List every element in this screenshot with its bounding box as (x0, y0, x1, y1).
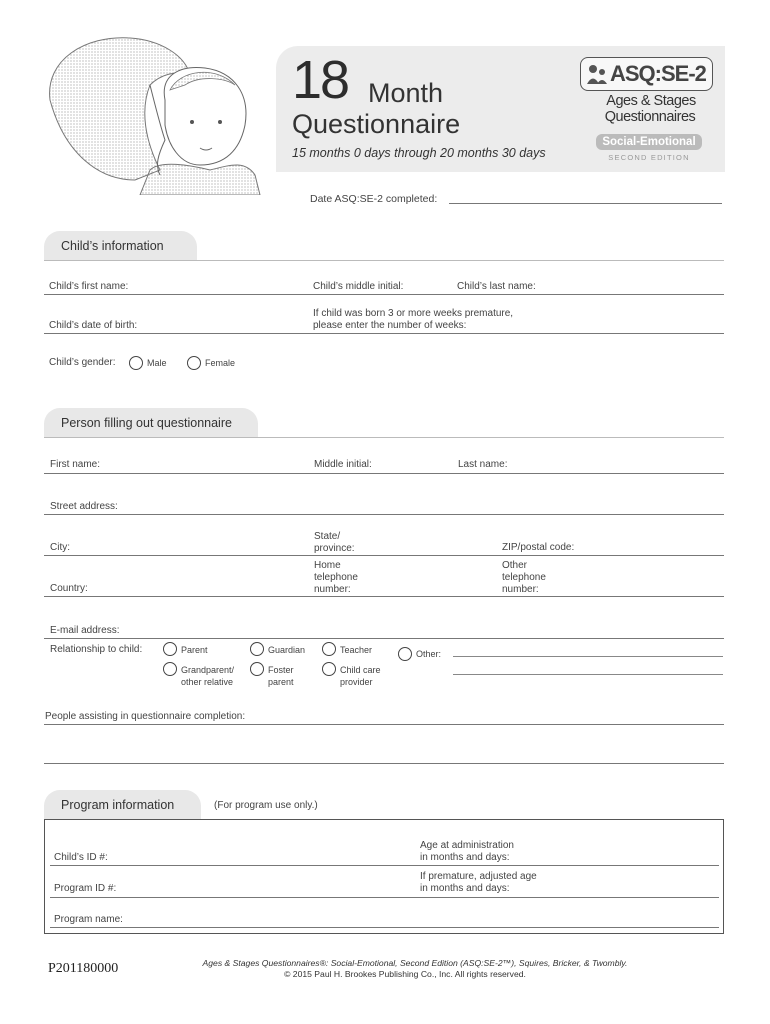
gender-female-radio[interactable] (187, 356, 201, 370)
relationship-label: Relationship to child: (50, 644, 143, 655)
home-phone-line-2: telephone (314, 572, 358, 583)
email-label: E-mail address: (50, 625, 120, 636)
person-first-name-label: First name: (50, 459, 101, 470)
foster-line-1: Foster (268, 665, 294, 675)
footer-line-1: Ages & Stages Questionnaires®: Social-Emotional, Second Edition (ASQ:SE-2™), Squires, Bricker, & Twombly. (202, 958, 628, 968)
logo-edition: SECOND EDITION (608, 153, 690, 162)
divider (44, 437, 724, 438)
relationship-childcare-label (340, 664, 381, 688)
footer-line-2: © 2015 Paul H. Brookes Publishing Co., Inc. All rights reserved. (284, 969, 526, 979)
age-range: 15 months 0 days through 20 months 30 days (292, 146, 546, 160)
age-admin-line-1: Age at administration (420, 840, 514, 851)
city-line[interactable] (44, 555, 724, 556)
adjusted-line-2: in months and days: (420, 883, 510, 894)
child-gender-label: Child’s gender: (49, 357, 116, 368)
other-phone-line-3: number: (502, 584, 539, 595)
child-first-name-label: Child’s first name: (49, 281, 129, 292)
relationship-other-line-2[interactable] (453, 674, 723, 675)
child-dob-label: Child’s date of birth: (49, 320, 138, 331)
other-phone-line-2: telephone (502, 572, 546, 583)
logo-band: Social-Emotional (596, 134, 702, 150)
street-address-label: Street address: (50, 501, 118, 512)
relationship-teacher-radio[interactable] (322, 642, 336, 656)
home-phone-line-3: number: (314, 584, 351, 595)
person-name-line[interactable] (44, 473, 724, 474)
person-info-tab: Person filling out questionnaire (44, 408, 258, 438)
relationship-other-label: Other: (416, 649, 442, 659)
relationship-grandparent-label (181, 664, 234, 688)
age-admin-line-2: in months and days: (420, 852, 510, 863)
relationship-teacher-label: Teacher (340, 645, 373, 655)
person-middle-initial-label: Middle initial: (314, 459, 372, 470)
childcare-line-1: Child care (340, 665, 381, 675)
relationship-parent-label: Parent (181, 645, 208, 655)
foster-line-2: parent (268, 677, 294, 687)
zip-label: ZIP/postal code: (502, 542, 575, 553)
gender-female-label: Female (205, 358, 236, 368)
street-address-line[interactable] (44, 514, 724, 515)
child-last-name-label: Child’s last name: (457, 281, 536, 292)
home-phone-line-1: Home (314, 560, 341, 571)
country-line[interactable] (44, 596, 724, 597)
premature-line-2: please enter the number of weeks: (313, 320, 467, 331)
questionnaire-title: Questionnaire (292, 109, 461, 139)
program-info-tab: Program information (44, 790, 201, 820)
date-completed-label: Date ASQ:SE-2 completed: (310, 193, 438, 205)
program-id-line[interactable] (50, 897, 719, 898)
child-middle-initial-label: Child’s middle initial: (313, 281, 404, 292)
program-id-label: Program ID #: (54, 883, 117, 894)
logo-line-1: Ages & Stages (606, 93, 696, 109)
other-phone-label (502, 560, 546, 596)
child-dob-line[interactable] (44, 333, 724, 334)
state-line-1: State/ (314, 531, 341, 542)
program-name-label: Program name: (54, 914, 123, 925)
relationship-childcare-radio[interactable] (322, 662, 336, 676)
child-id-label: Child’s ID #: (54, 852, 108, 863)
relationship-parent-radio[interactable] (163, 642, 177, 656)
premature-label (313, 308, 513, 332)
country-label: Country: (50, 583, 88, 594)
gender-male-radio[interactable] (129, 356, 143, 370)
logo-title: ASQ:SE-2 (610, 61, 706, 86)
age-admin-label (420, 840, 514, 864)
divider (44, 260, 724, 261)
home-phone-label (314, 560, 358, 596)
person-last-name-label: Last name: (458, 459, 508, 470)
relationship-grandparent-radio[interactable] (163, 662, 177, 676)
premature-line-1: If child was born 3 or more weeks premature, (313, 308, 514, 319)
relationship-guardian-radio[interactable] (250, 642, 264, 656)
program-note: (For program use only.) (214, 800, 318, 811)
assisting-line-1[interactable] (44, 724, 724, 725)
city-label: City: (50, 542, 70, 553)
relationship-foster-label (268, 664, 294, 688)
state-label (314, 531, 355, 555)
email-line[interactable] (44, 638, 724, 639)
other-phone-line-1: Other (502, 560, 528, 571)
grandparent-line-1: Grandparent/ (181, 665, 235, 675)
form-code: P201180000 (48, 961, 119, 976)
state-line-2: province: (314, 543, 355, 554)
relationship-other-radio[interactable] (398, 647, 412, 661)
child-id-line[interactable] (50, 865, 719, 866)
assisting-line-2[interactable] (44, 763, 724, 764)
age-number: 18 (292, 50, 349, 110)
program-info-box (44, 819, 724, 934)
adjusted-age-label (420, 871, 537, 895)
gender-male-label: Male (147, 358, 167, 368)
month-label: Month (368, 78, 444, 108)
asq-se2-logo (580, 57, 715, 169)
child-name-line[interactable] (44, 294, 724, 295)
relationship-foster-radio[interactable] (250, 662, 264, 676)
date-completed-line[interactable] (449, 203, 722, 204)
adjusted-line-1: If premature, adjusted age (420, 871, 537, 882)
grandparent-line-2: other relative (181, 677, 234, 687)
mother-child-illustration (40, 30, 265, 195)
childcare-line-2: provider (340, 677, 373, 687)
relationship-other-line-1[interactable] (453, 656, 723, 657)
program-name-line[interactable] (50, 927, 719, 928)
child-info-tab: Child’s information (44, 231, 197, 261)
family-icon (586, 64, 608, 84)
assisting-label: People assisting in questionnaire completion: (45, 711, 246, 722)
logo-line-2: Questionnaires (604, 109, 696, 125)
relationship-guardian-label: Guardian (268, 645, 306, 655)
